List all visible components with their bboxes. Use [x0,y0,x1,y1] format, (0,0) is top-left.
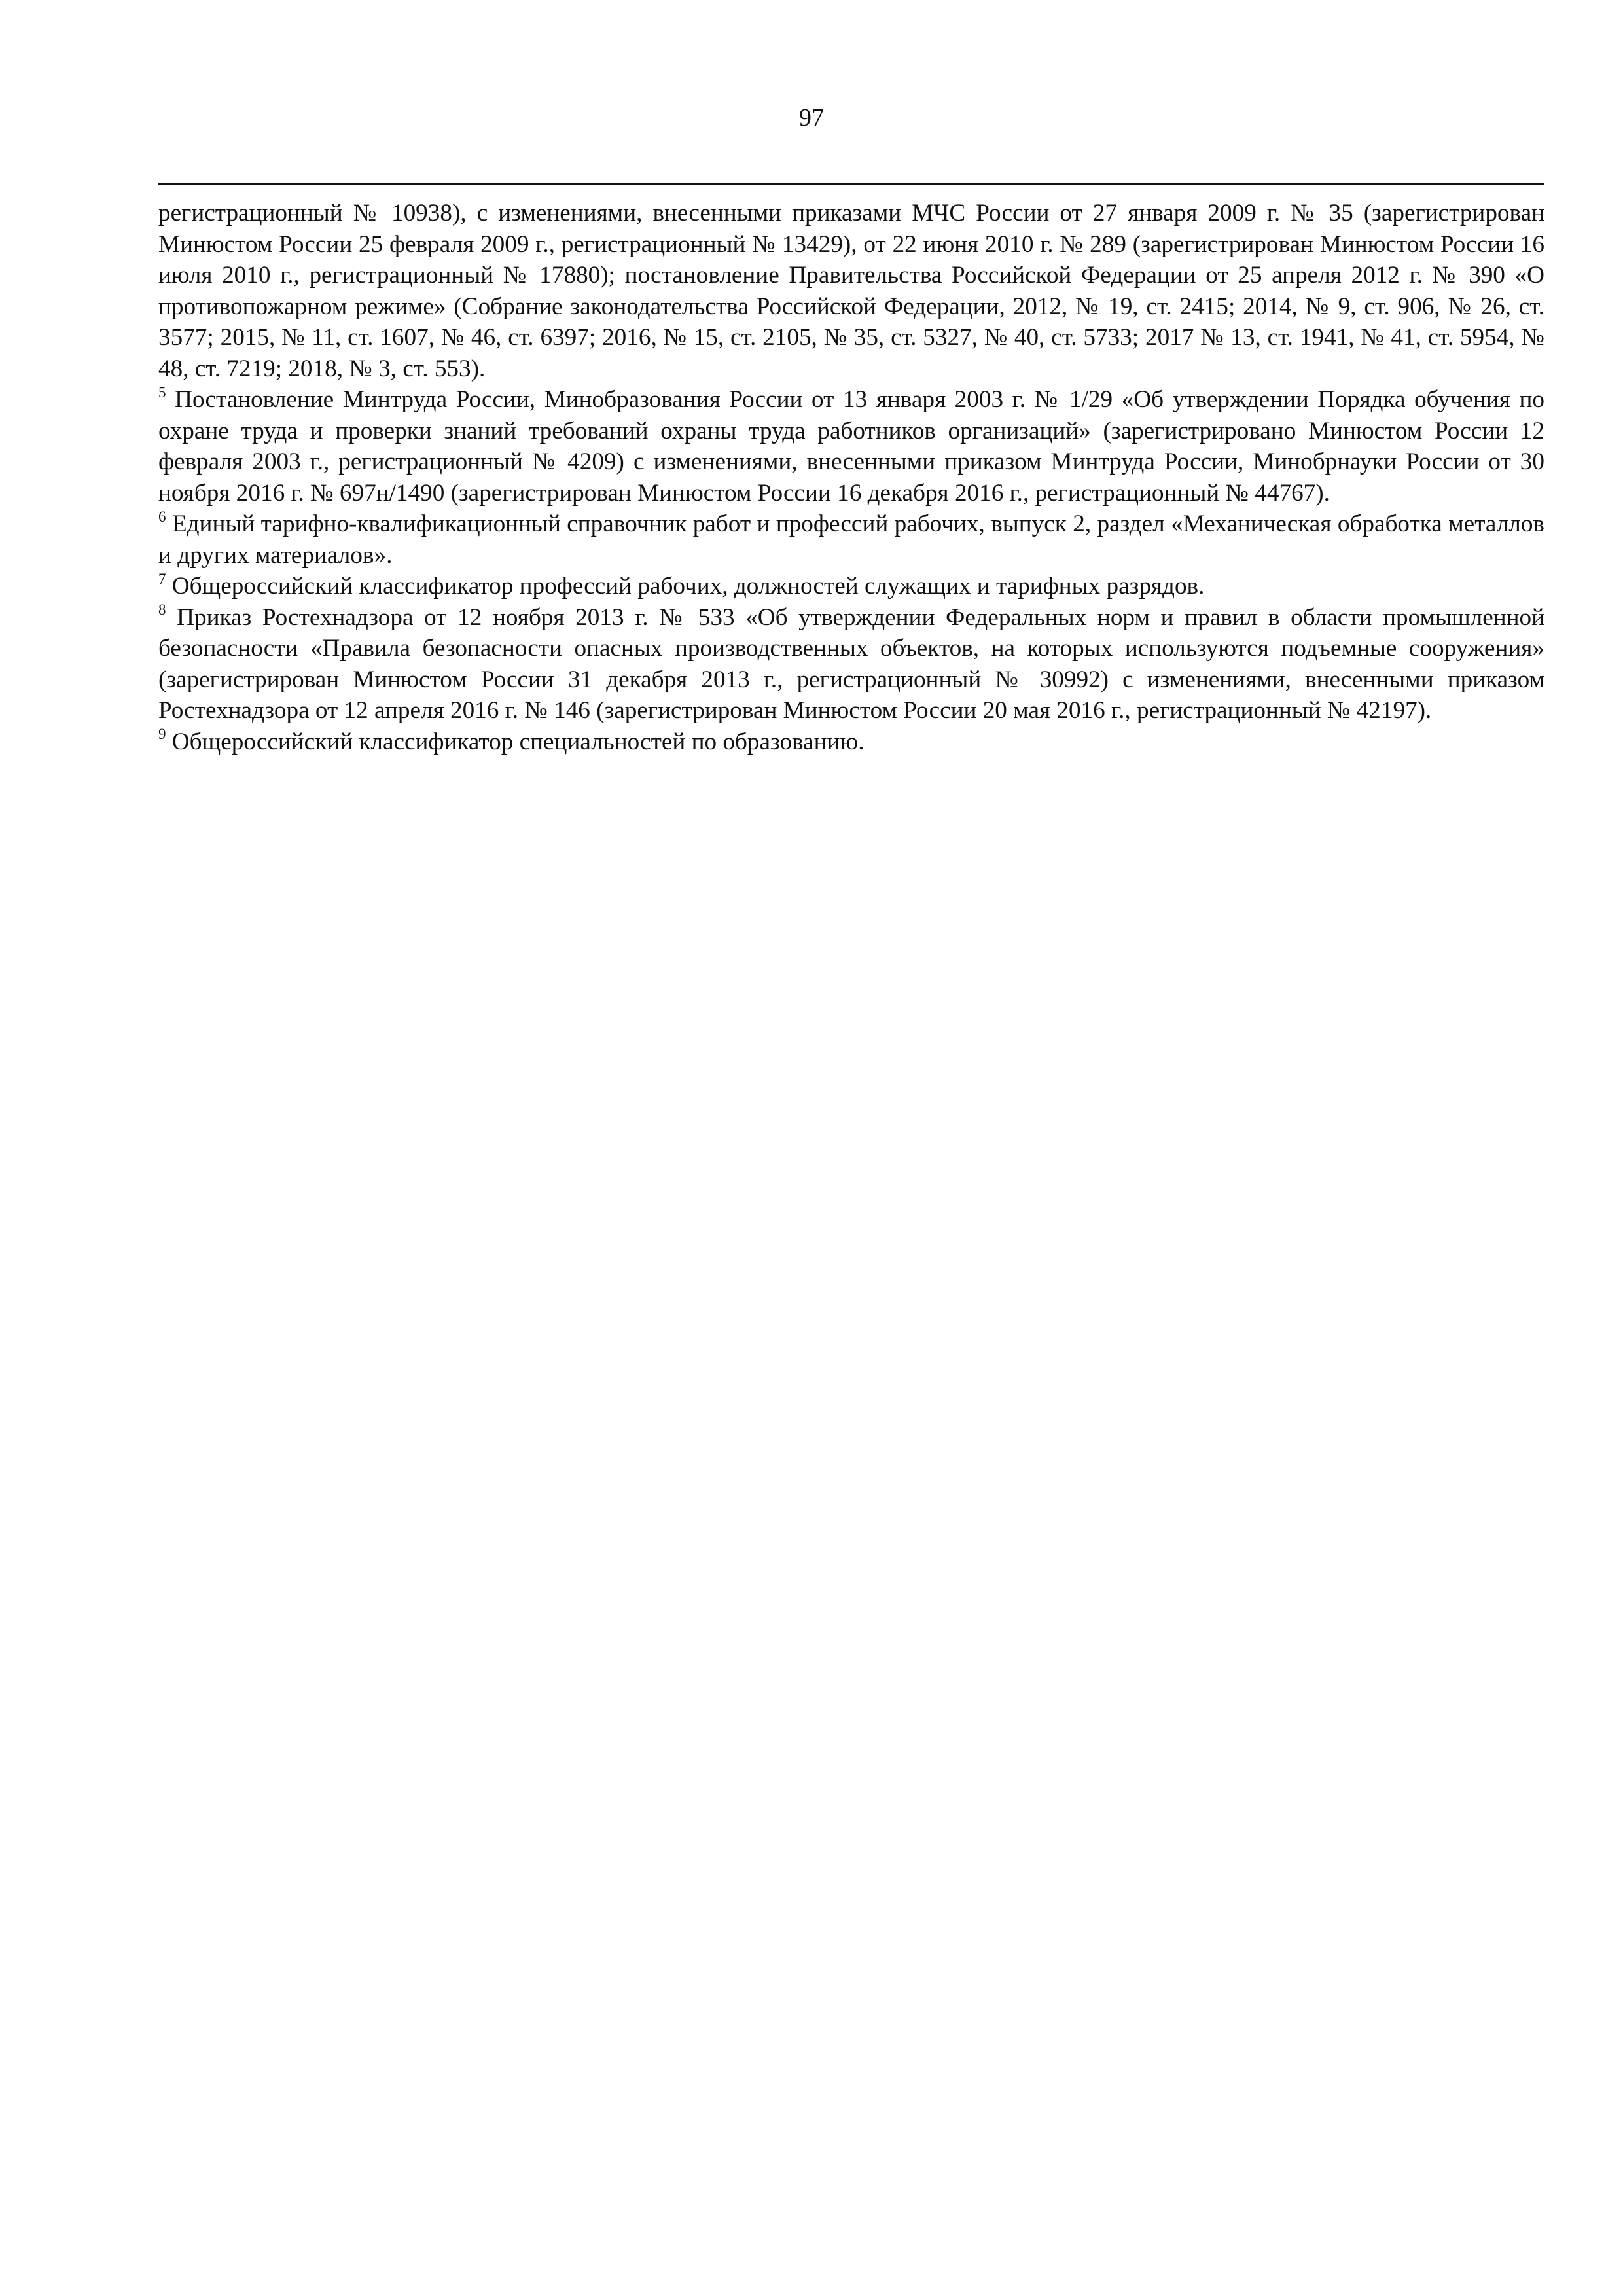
footnote-8 [158,602,1544,726]
footnote-text: Приказ Ростехнадзора от 12 ноября 2013 г. № 533 «Об утверждении Федеральных норм и правил в области промышленной безопасности «Правила безопасности опасных производственных объектов, на которых используются подъемные сооружения» (зарегистрирован Минюстом России 31 декабря 2013 г., регистрационный № 30992) с изменениями, внесенными приказом Ростехнадзора от 12 апреля 2016 г. № 146 (зарегистрирован Минюстом России 20 мая 2016 г., регистрационный № 42197). [158,603,1544,724]
footnote-text: Единый тарифно-квалификационный справочник работ и профессий рабочих, выпуск 2, раздел «Механическая обработка металлов и других материалов». [158,511,1544,569]
footnote-6 [158,509,1544,571]
footnote-text: регистрационный № 10938), с изменениями, внесенными приказами МЧС России от 27 января 2009 г. № 35 (зарегистрирован Минюстом России 25 февраля 2009 г., регистрационный № 13429), от 22 июня 2010 г. № 289 (зарегистрирован Минюстом России 16 июля 2010 г., регистрационный № 17880); постановление Правительства Российской Федерации от 25 апреля 2012 г. № 390 «О противопожарном режиме» (Собрание законодательства Российской Федерации, 2012, № 19, ст. 2415; 2014, № 9, ст. 906, № 26, ст. 3577; 2015, № 11, ст. 1607, № 46, ст. 6397; 2016, № 15, ст. 2105, № 35, ст. 5327, № 40, ст. 5733; 2017 № 13, ст. 1941, № 41, ст. 5954, № 48, ст. 7219; 2018, № 3, ст. 553). [158,200,1544,382]
footnote-marker: 5 [158,384,166,401]
footnote-marker: 6 [158,508,166,525]
footnote-text: Общероссийский классификатор профессий рабочих, должностей служащих и тарифных разрядов. [171,573,1205,600]
footnote-marker: 9 [158,726,166,743]
footnote-7 [158,571,1544,602]
footnote-continued [158,198,1544,384]
footnote-marker: 7 [158,570,166,587]
footnote-5 [158,384,1544,509]
footnote-separator [158,183,1544,185]
footnote-text: Постановление Минтруда России, Минобразования России от 13 января 2003 г. № 1/29 «Об утверждении Порядка обучения по охране труда и проверки знаний требований охраны труда работников организаций» (зарегистрировано Минюстом России 12 февраля 2003 г., регистрационный № 4209) с изменениями, внесенными приказом Минтруда России, Минобрнауки России от 30 ноября 2016 г. № 697н/1490 (зарегистрирован Минюстом России 16 декабря 2016 г., регистрационный № 44767). [158,386,1544,507]
footnote-9 [158,726,1544,758]
footnote-marker: 8 [158,601,166,619]
page-number: 97 [799,104,824,132]
footnotes-section [158,198,1544,757]
footnote-text: Общероссийский классификатор специальностей по образованию. [171,728,865,755]
